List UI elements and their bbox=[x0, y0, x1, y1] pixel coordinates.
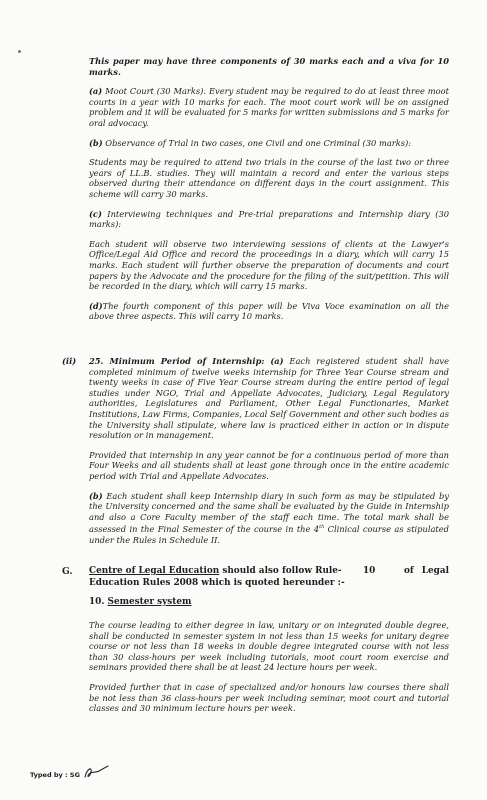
semester-number: 10. bbox=[89, 597, 108, 607]
semester-paragraph: The course leading to either degree in law, unitary or on integrated double degree, shall be conducted in semester system in not less than 15 weeks for unitary degree course or not less than 18 weeks in double degree integrated course with not less than 30 class-hours per week including tutorials, moot court room exercise and seminars provided there shall be at least 24 lecture hours per week. bbox=[89, 620, 449, 673]
item-a-text: Moot Court (30 Marks). Every student may be required to do at least three moot courts in a year with 10 marks for each. The moot court work will be on assigned problem and it will be evaluated for 5 marks for written submissions and 5 marks for oral advocacy. bbox=[89, 86, 449, 128]
item-b-paragraph bbox=[89, 138, 449, 149]
section-g-of: of bbox=[404, 566, 414, 576]
section-25-block bbox=[89, 356, 449, 545]
section-25-proviso: Provided that internship in any year cannot be for a continuous period of more than Four Weeks and all students shall at least gone through once in the entire academic period with Trial and Appellate Advocates. bbox=[89, 449, 449, 481]
section-25-b-text: Each student shall keep Internship diary in such form as may be stipulated by the University concerned and the same shall be evaluated by the Guide in Internship and also a Core Faculty member of the staff each time. The total mark shall be assessed in the Final Semester of the course in the 4 bbox=[89, 490, 449, 535]
ordinal-suffix: th bbox=[319, 524, 325, 531]
section-25-paragraph bbox=[89, 356, 449, 441]
section-g-underlined: Centre of Legal Education bbox=[89, 566, 220, 576]
semester-block bbox=[89, 620, 449, 714]
section-25-b-label: (b) bbox=[89, 490, 103, 501]
section-g-legal: Legal bbox=[421, 566, 449, 576]
initials-signature bbox=[82, 763, 112, 781]
item-d-text: The fourth component of this paper will be Viva Voce examination on all the above three aspects. This will carry 10 marks. bbox=[89, 300, 449, 322]
section-g-heading bbox=[89, 565, 449, 589]
section-g-marker: G. bbox=[62, 567, 73, 577]
section-25-a-label: (a) bbox=[270, 356, 284, 366]
section-25-title: 25. Minimum Period of Internship: bbox=[89, 356, 265, 366]
paper-components-block bbox=[89, 56, 449, 322]
section-25-b-text-end: Clinical course as stipulated under the Rules in Schedule II. bbox=[89, 524, 449, 545]
semester-proviso: Provided further that in case of specialized and/or honours law courses there shall be not less than 36 class-hours per week including seminar, moot court and tutorial classes and 30 minimum lecture hours per week. bbox=[89, 681, 449, 714]
item-c-label: (c) bbox=[89, 208, 102, 219]
item-c-paragraph bbox=[89, 209, 449, 230]
section-g-line-2: Education Rules 2008 which is quoted hereunder :- bbox=[89, 578, 345, 588]
punch-mark bbox=[18, 50, 21, 53]
item-a-paragraph bbox=[89, 86, 449, 128]
item-d-paragraph bbox=[89, 301, 449, 322]
section-ii-marker: (ii) bbox=[62, 356, 77, 366]
item-c-text: Interviewing techniques and Pre-trial preparations and Internship diary (30 marks): bbox=[89, 208, 449, 230]
item-b-detail: Students may be required to attend two trials in the course of the last two or three years of LL.B. studies. They will maintain a record and enter the various steps observed during their attendance on different days in the court assignment. This scheme will carry 30 marks. bbox=[89, 157, 449, 199]
section-g-rule-text: should also follow Rule- bbox=[219, 566, 342, 576]
section-g-line-1 bbox=[89, 565, 449, 577]
rule-number: 10 bbox=[363, 566, 376, 576]
item-c-detail: Each student will observe two interviewing sessions of clients at the Lawyer's Office/Legal Aid Office and record the proceedings in a diary, which will carry 15 marks. Each student will further observe the preparation of documents and court papers by the Advocate and the procedure for the filing of the suit/petition. This will be recorded in the diary, which will carry 15 marks. bbox=[89, 238, 449, 292]
semester-title: Semester system bbox=[107, 597, 192, 607]
semester-heading bbox=[89, 597, 191, 607]
intro-paragraph: This paper may have three components of 30 marks each and a viva for 10 marks. bbox=[89, 56, 449, 77]
item-b-text: Observance of Trial in two cases, one Civil and one Criminal (30 marks): bbox=[102, 137, 412, 148]
item-d-label: (d) bbox=[89, 300, 103, 311]
item-b-label: (b) bbox=[89, 137, 103, 148]
item-a-label: (a) bbox=[89, 86, 103, 97]
section-25-b-paragraph bbox=[89, 491, 449, 546]
typed-by-label: Typed by : SG bbox=[30, 771, 80, 779]
section-25-text: Each registered student shall have completed minimum of twelve weeks internship for Three Year Course stream and twenty weeks in case of Five Year Course stream during the entire period of legal studies under NGO, Trial and Appellate Advocates, Judiciary, Legal Regulatory authorities, Legislatures and Parliament, Other Legal Functionaries, Market Institutions, Law Firms, Companies, Local Self Government and other such bodies as the University shall stipulate, where law is practiced either in action or in dispute resolution or in management. bbox=[89, 356, 449, 441]
